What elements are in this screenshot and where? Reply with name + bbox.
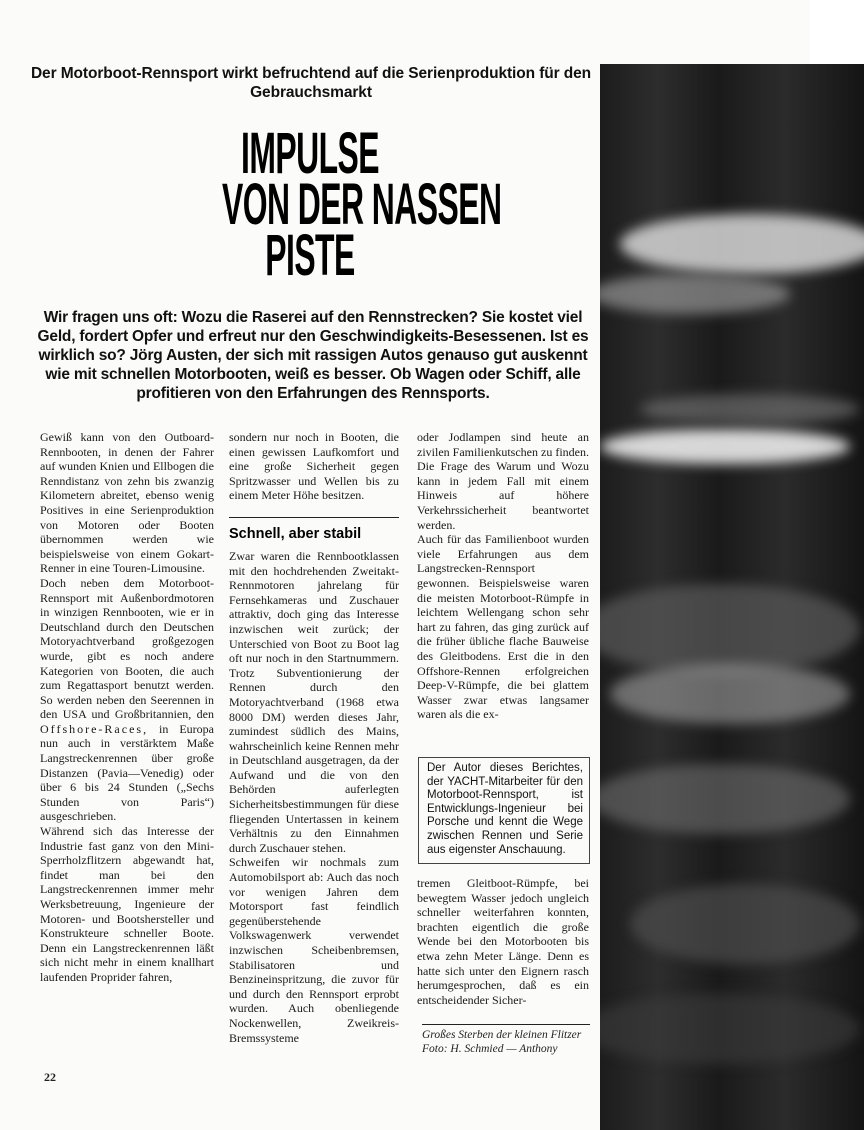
offshore-races-term: Offshore-Races,: [40, 721, 149, 736]
headline: [150, 121, 502, 288]
headline-line-1: IMPULSE: [241, 121, 379, 186]
article-column-2: [229, 430, 399, 1078]
body-paragraph: sondern nur noch in Booten, die einen gewissen Laufkomfort und eine große Sicherheit gegen Spritzwasser und Wellen bis zu einem Meter Höhe besitzen.: [229, 430, 399, 503]
body-paragraph: [40, 576, 214, 824]
body-paragraph: tremen Gleitboot-Rümpfe, bei bewegtem Wasser jedoch ungleich schneller weiterfahren konnten, brachten eigentlich die große Wende bei den Motorbooten bis etwa zehn Meter Länge. Denn es hatte sich unter den Eignern rasch herumgesprochen, daß es ein entscheidender Sicher-: [417, 876, 589, 1007]
article-column-1: [40, 430, 214, 1070]
body-paragraph: oder Jodlampen sind heute an zivilen Familienkutschen zu finden. Die Frage des Warum und Wozu kann in jedem Fall mit einem Hinweis auf höhere Verkehrssicherheit beantwortet werden.: [417, 430, 589, 532]
kicker-text: Der Motorboot-Rennsport wirkt befruchtend auf die Serienproduktion für den Gebrauchsmarkt: [30, 65, 592, 101]
body-text: Doch neben dem Motorboot-Rennsport mit Außenbordmotoren in winzigen Rennbooten, wie er in Deutschland durch den Deutschen Motoryachtverband großgezogen wurde, gibt es noch andere Kategorien von Booten, die auch zum Regattasport benutzt werden. So werden neben den Seerennen in den USA und Großbritannien, den: [40, 575, 214, 722]
author-info-box: Der Autor dieses Berichtes, der YACHT-Mitarbeiter für den Motorboot-Rennsport, ist Entwicklungs-Ingenieur bei Porsche und kennt die Wege zwischen Rennen und Serie aus eigenster Anschauung.: [418, 757, 590, 864]
lead-paragraph: Wir fragen uns oft: Wozu die Raserei auf den Rennstrecken? Sie kostet viel Geld, fordert Opfer und erfreut nur den Geschwindigkeits-Besessenen. Ist es wirklich so? Jörg Austen, der sich mit rassigen Autos genauso gut auskennt wie mit schnellen Motorbooten, weiß es besser. Ob Wagen oder Schiff, alle profitieren von den Erfahrungen des Rennsports.: [37, 309, 589, 402]
body-paragraph: Auch für das Familienboot wurden viele Erfahrungen aus dem Langstrecken-Rennsport gewonnen. Beispielsweise waren die meisten Motorboot-Rümpfe in leichtem Wellengang schon sehr hart zu fahren, das ging zurück auf die früher übliche flache Bauweise des Gleitbodens. Erst die in den Offshore-Rennen erfolgreichen Deep-V-Rümpfe, die bei glattem Wasser zwar etwas langsamer waren als die ex-: [417, 532, 589, 722]
body-text: in Europa nun auch in verstärktem Maße Langstreckenrennen über große Distanzen (Pavia—Venedig) oder über 6 bis 24 Stunden („Sechs Stunden von Paris“) ausgeschrieben.: [40, 721, 214, 824]
body-paragraph: Zwar waren die Rennbootklassen mit den hochdrehenden Zweitakt-Rennmotoren jahrelang für Fernsehkameras und Zuschauer attraktiv, doch ging das Interesse inzwischen weit zurück; der Unterschied von Boot zu Boot lag oft nur noch in den Startnummern. Trotz Subventionierung der Rennen durch den Motoryachtverband (1968 etwa 8000 DM) werden dieses Jahr, zumindest südlich des Mains, wahrscheinlich keine Rennen mehr in Deutschland ausgetragen, da der Aufwand und die von den Behörden auferlegten Sicherheitsbestimmungen für diese fliegenden Untertassen in keinem Verhältnis zu den Einnahmen durch Zuschauer stehen.: [229, 548, 399, 855]
headline-line-3: PISTE: [265, 223, 355, 288]
page-number: 22: [44, 1070, 56, 1084]
caption-text: Großes Sterben der kleinen Flitzer: [422, 1029, 582, 1041]
motorboat-race-photo: [600, 64, 864, 1130]
page-edge: [810, 0, 864, 70]
headline-line-2: VON DER NASSEN: [222, 172, 502, 237]
photo-caption: [422, 1024, 590, 1056]
body-paragraph: Schweifen wir nochmals zum Automobilsport ab: Auch das noch vor wenigen Jahren dem Motorsport fast feindlich gegenüberstehende Volkswagenwerk verwendet inzwischen Scheibenbremsen, Stabilisatoren und Benzineinspritzung, die zuvor für und durch den Rennsport erprobt wurden. Auch obenliegende Nockenwellen, Zweikreis-Bremssysteme: [229, 855, 399, 1045]
article-column-3-continued: [417, 876, 589, 1016]
photo-credit: Foto: H. Schmied — Anthony: [422, 1042, 558, 1055]
body-paragraph: Während sich das Interesse der Industrie fast ganz von den Mini-Sperrholzflitzern abgewandt hat, findet man bei den Langstreckenrennen immer mehr Werksbetreuung, Ingenieure der Motoren- und Bootshersteller und Konstrukteure schneller Boote. Denn ein Langstreckenrennen läßt sich nicht mehr in einem knallhart laufenden Proprider fahren,: [40, 824, 214, 984]
subheading: Schnell, aber stabil: [229, 517, 399, 543]
body-paragraph: Gewiß kann von den Outboard-Rennbooten, in denen der Fahrer auf wunden Knien und Ellbogen die Renndistanz von zehn bis zwanzig Kilometern abreitet, ebenso wenig Positives in eine Serienproduktion von Motoren oder Booten übernommen werden wie beispielsweise von einem Gokart-Renner in eine Touren-Limousine.: [40, 430, 214, 576]
article-column-3: [417, 430, 589, 760]
